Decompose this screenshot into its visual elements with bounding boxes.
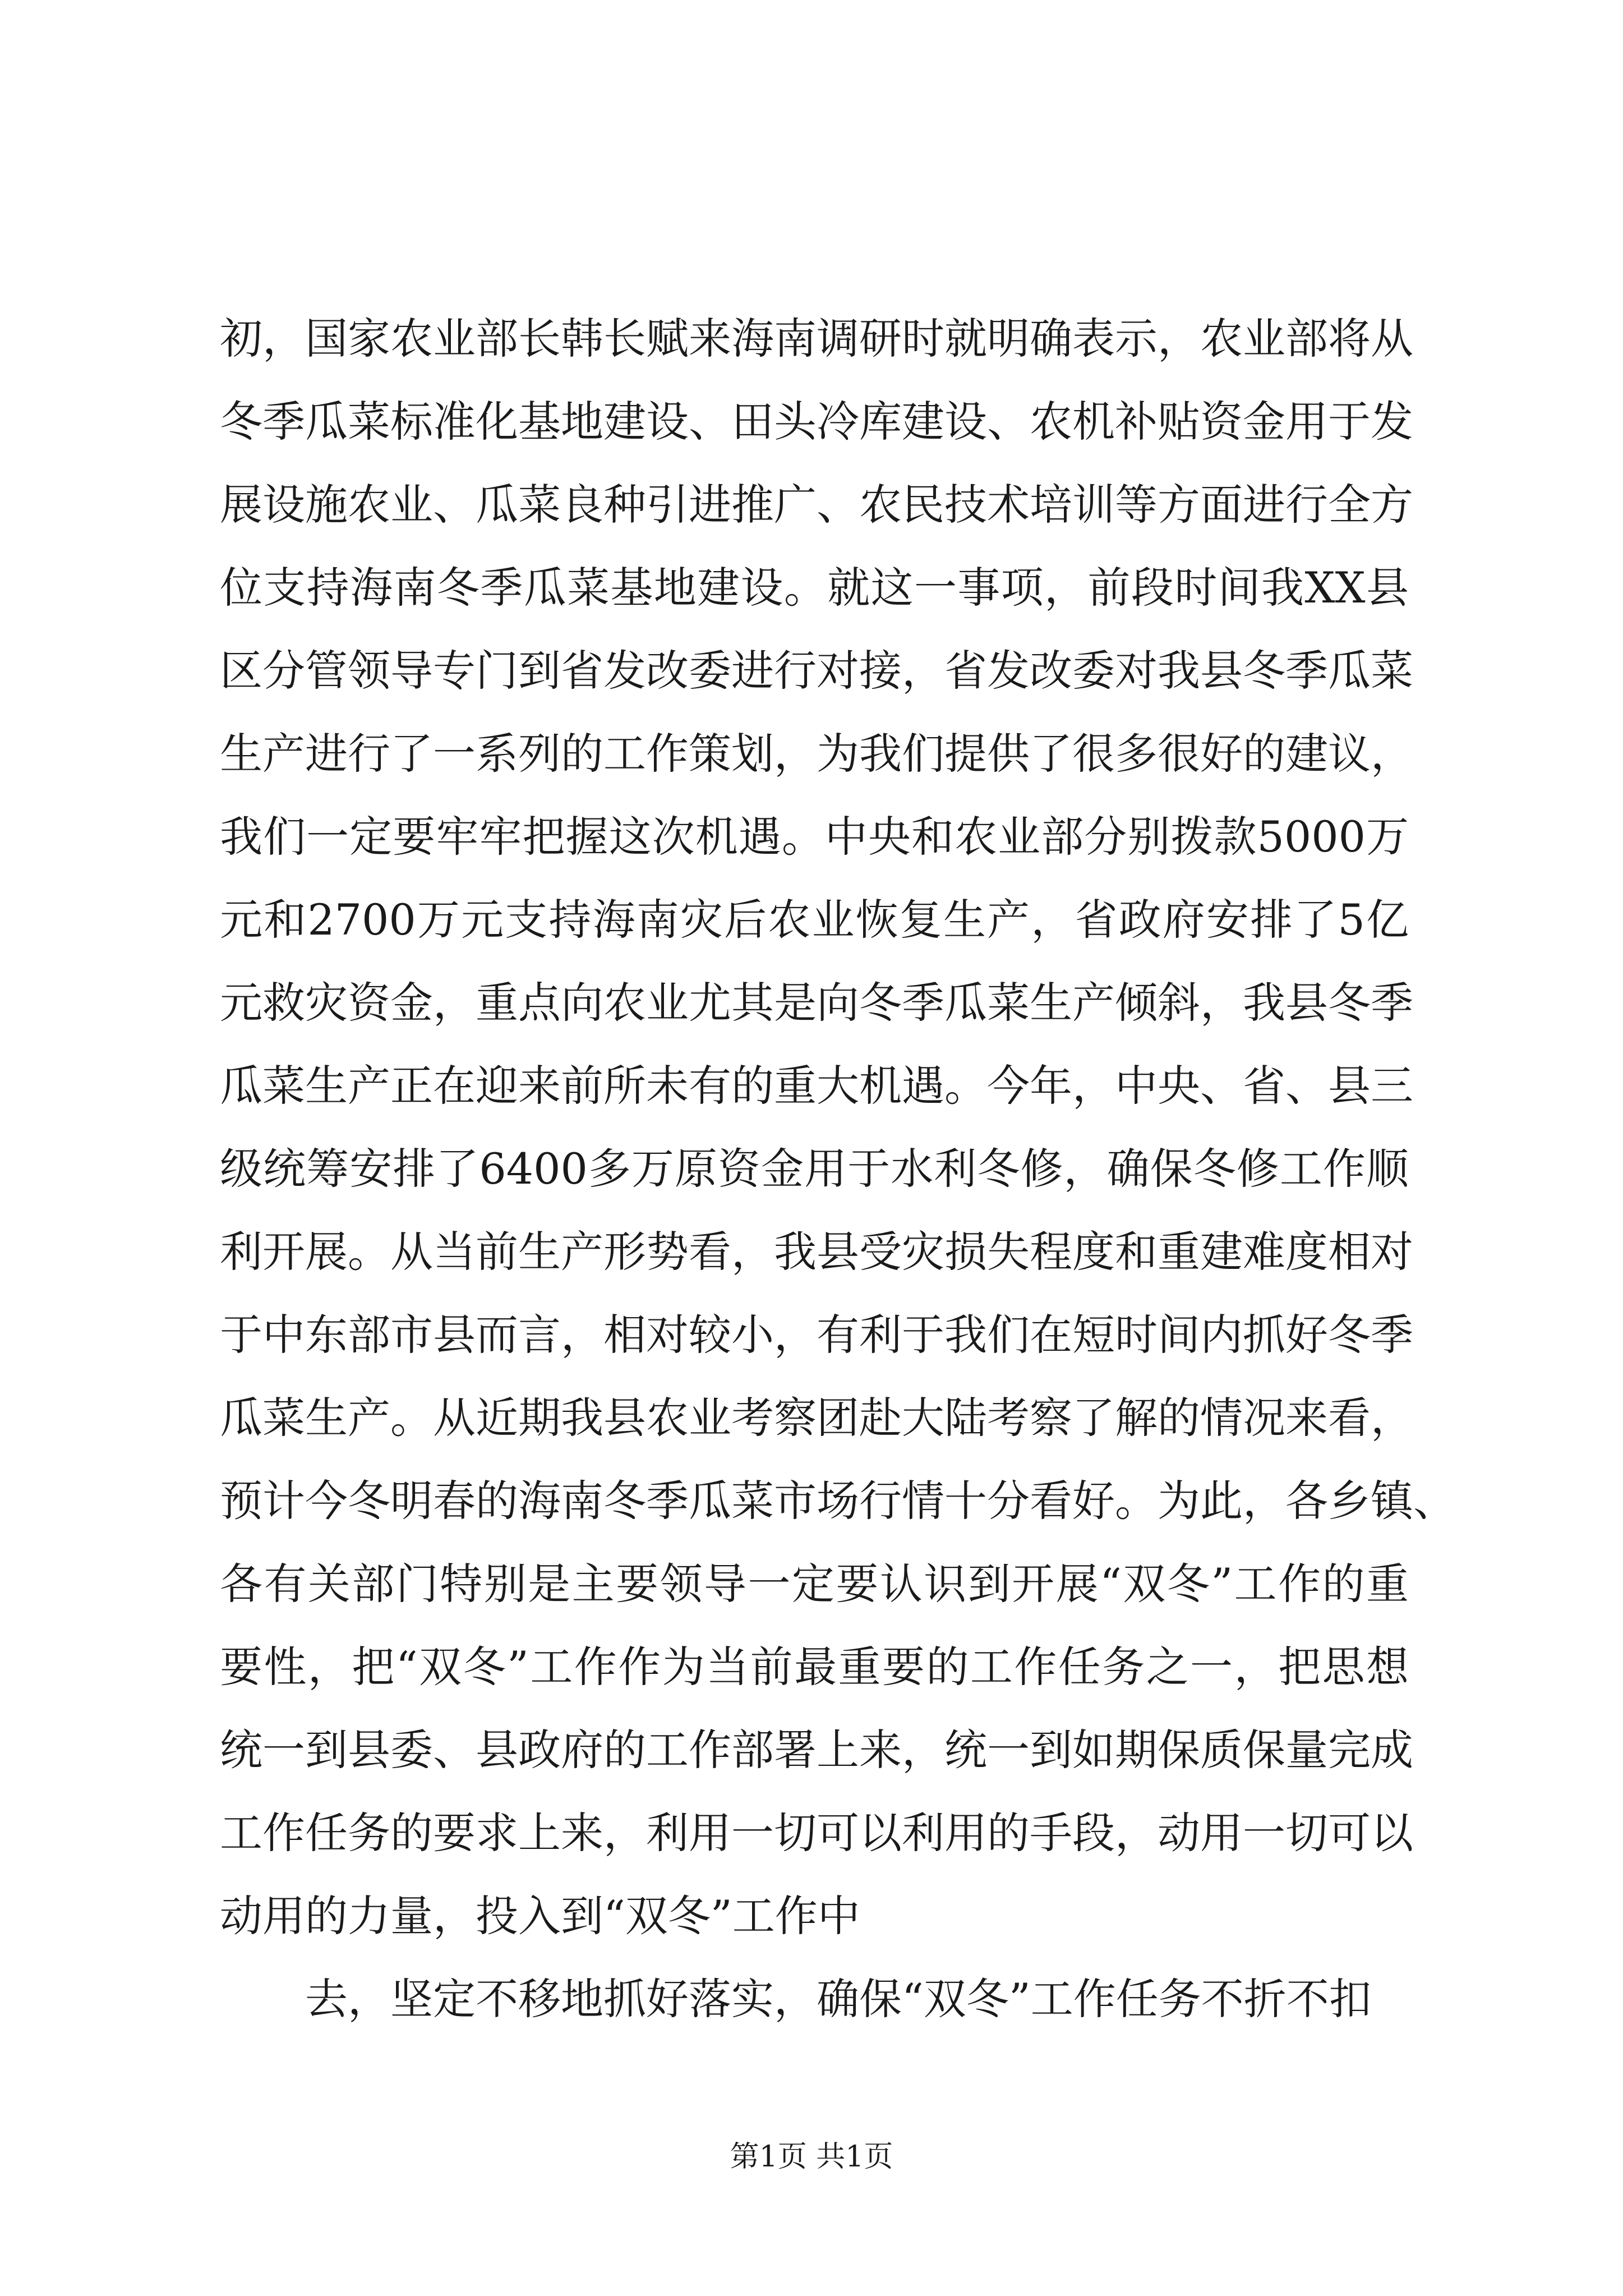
text-line: 于中东部市县而言，相对较小，有利于我们在短时间内抓好冬季: [220, 1310, 1413, 1360]
text-line: 元救灾资金，重点向农业尤其是向冬季瓜菜生产倾斜，我县冬季: [220, 978, 1413, 1028]
text-line: 瓜菜生产正在迎来前所未有的重大机遇。今年，中央、省、县三: [220, 1061, 1413, 1111]
text-line: 生产进行了一系列的工作策划，为我们提供了很多很好的建议，: [220, 729, 1413, 779]
text-line: 元和2700万元支持海南灾后农业恢复生产，省政府安排了5亿: [220, 895, 1409, 945]
text-line: 预计今冬明春的海南冬季瓜菜市场行情十分看好。为此，各乡镇、: [220, 1476, 1456, 1526]
text-line: 初，国家农业部长韩长赋来海南调研时就明确表示，农业部将从: [220, 314, 1413, 364]
page-footer: 第1页 共1页: [730, 2140, 893, 2174]
text-line: 冬季瓜菜标准化基地建设、田头冷库建设、农机补贴资金用于发: [220, 397, 1413, 447]
text-line: 级统筹安排了6400多万原资金用于水利冬修，确保冬修工作顺: [220, 1144, 1409, 1194]
text-line: 要性，把“双冬”工作作为当前最重要的工作任务之一，把思想: [220, 1642, 1409, 1692]
text-line: 动用的力量，投入到“双冬”工作中: [220, 1891, 860, 1941]
text-line: 各有关部门特别是主要领导一定要认识到开展“双冬”工作的重: [220, 1559, 1409, 1609]
text-line: 区分管领导专门到省发改委进行对接，省发改委对我县冬季瓜菜: [220, 646, 1413, 696]
text-line: 展设施农业、瓜菜良种引进推广、农民技术培训等方面进行全方: [220, 480, 1413, 530]
text-line: 位支持海南冬季瓜菜基地建设。就这一事项，前段时间我XX县: [220, 563, 1409, 613]
text-line: 统一到县委、县政府的工作部署上来，统一到如期保质保量完成: [220, 1725, 1413, 1775]
paragraph-2-line: 去，坚定不移地抓好落实，确保“双冬”工作任务不折不扣: [305, 1974, 1372, 2024]
text-line: 利开展。从当前生产形势看，我县受灾损失程度和重建难度相对: [220, 1227, 1413, 1277]
text-line: 工作任务的要求上来，利用一切可以利用的手段，动用一切可以: [220, 1808, 1413, 1858]
text-line: 瓜菜生产。从近期我县农业考察团赴大陆考察了解的情况来看，: [220, 1393, 1413, 1443]
document-body: [220, 297, 1456, 2041]
text-line: 我们一定要牢牢把握这次机遇。中央和农业部分别拨款5000万: [220, 812, 1409, 862]
